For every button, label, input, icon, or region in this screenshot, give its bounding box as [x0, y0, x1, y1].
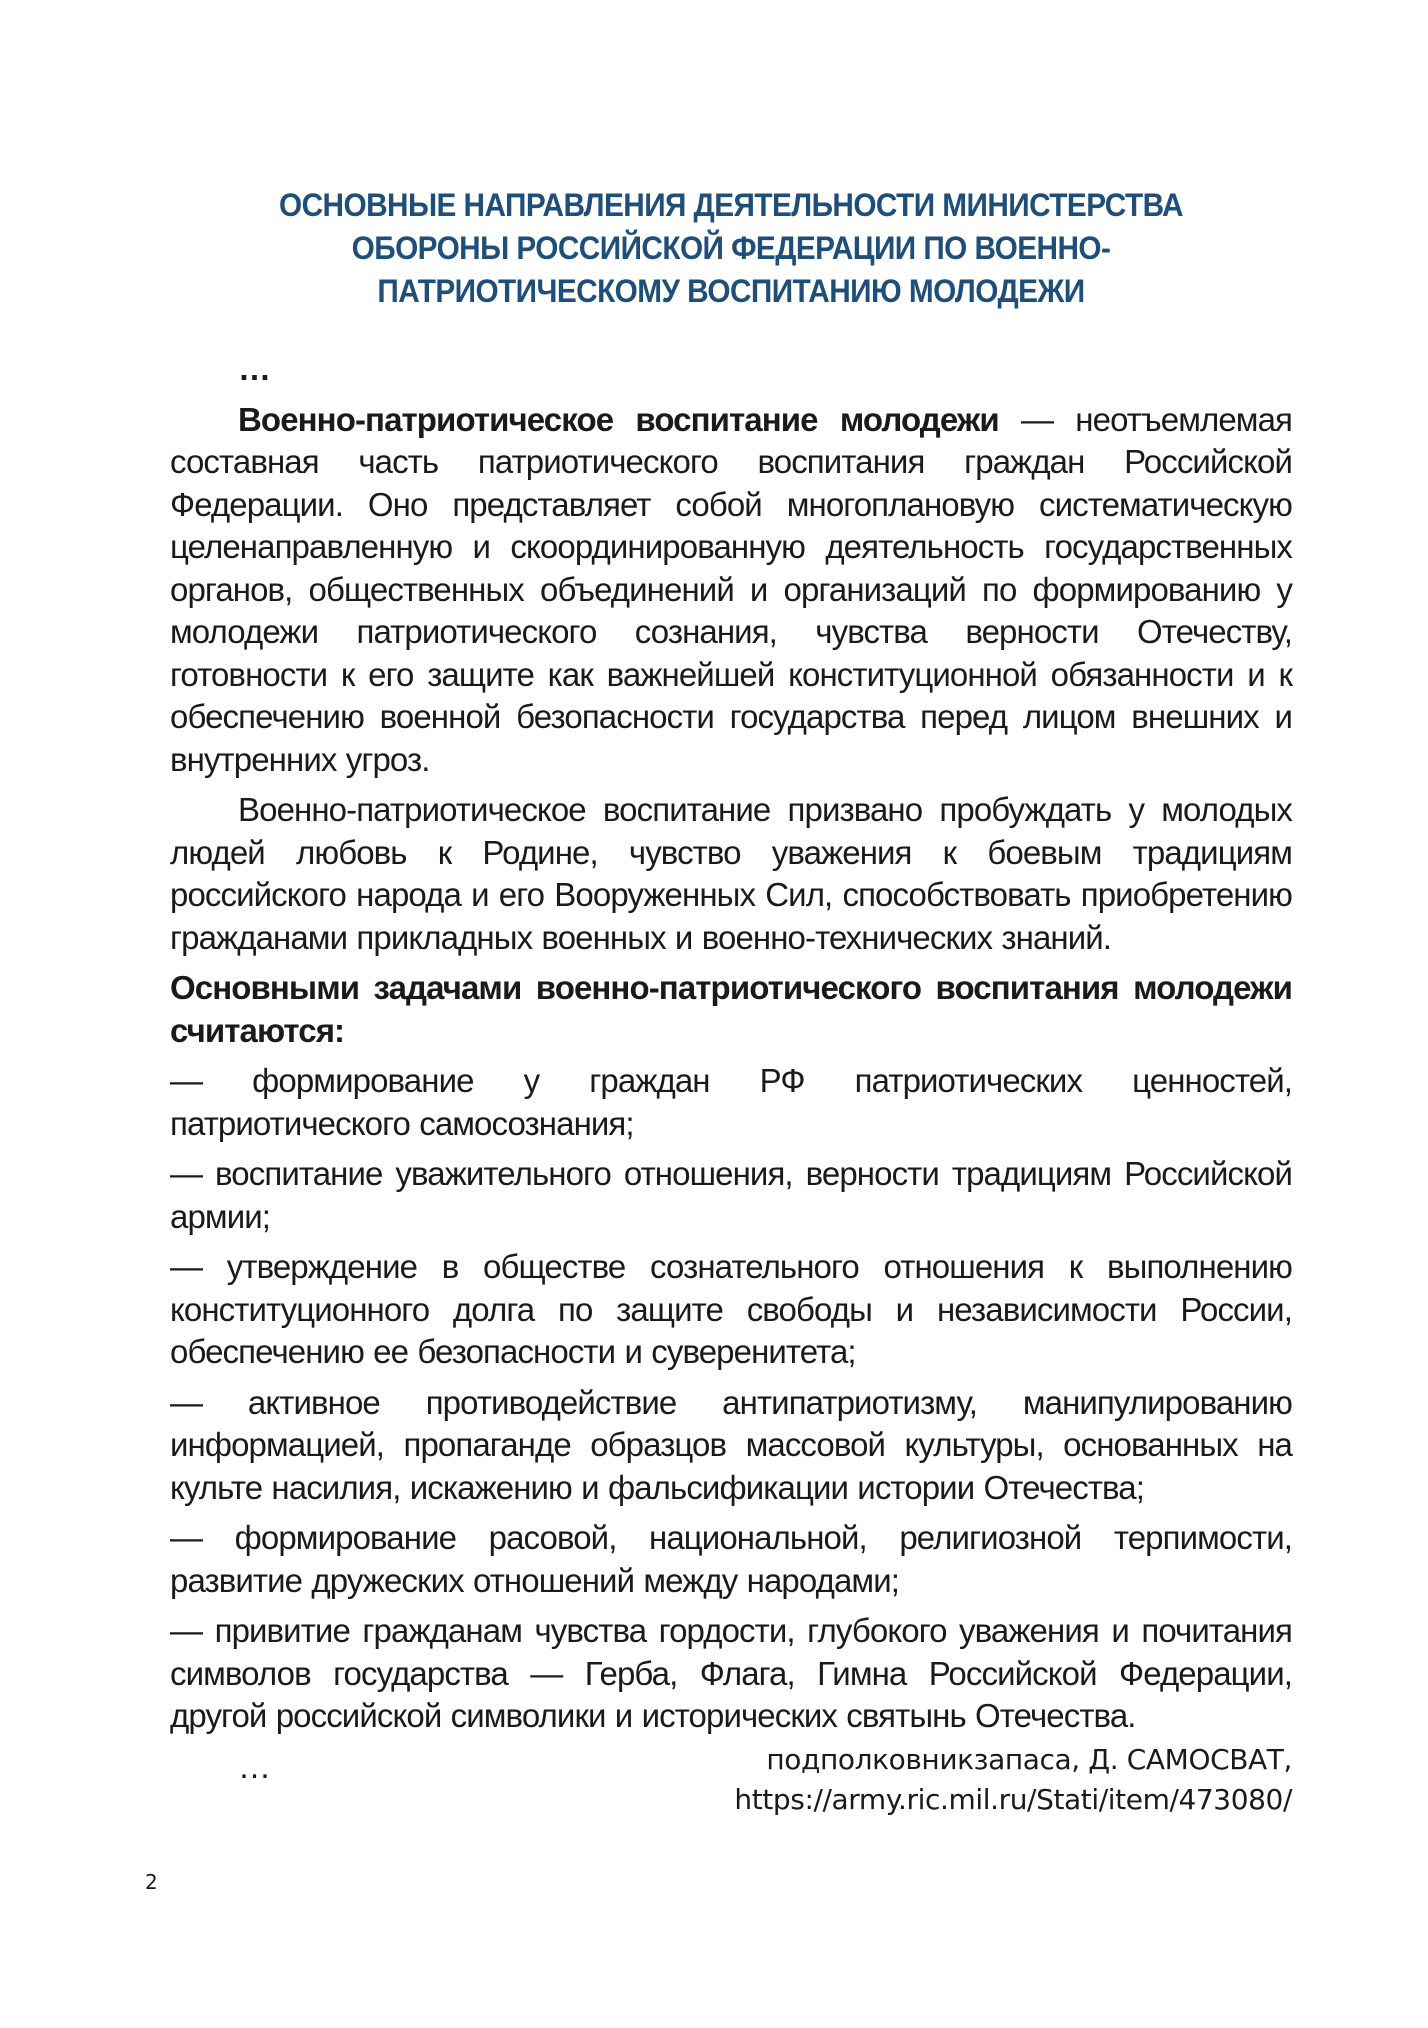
title-line-3: ПАТРИОТИЧЕСКОМУ ВОСПИТАНИЮ МОЛОДЕЖИ — [377, 273, 1085, 309]
title-line-2: ОБОРОНЫ РОССИЙСКОЙ ФЕДЕРАЦИИ ПО ВОЕННО- — [351, 230, 1111, 266]
source-link[interactable]: https://army.ric.mil.ru/Stati/item/473080/ — [734, 1783, 1292, 1816]
tasks-heading — [170, 967, 1292, 1052]
ellipsis-bottom: … — [238, 1747, 271, 1785]
definition-term: Военно-патриотическое воспитание молодежи — [238, 400, 999, 438]
task-item: — формирование расовой, национальной, религиозной терпимости, развитие дружеских отношений между народами; — [170, 1519, 1292, 1599]
task-item: — воспитание уважительного отношения, верности традициям Российской армии; — [170, 1155, 1292, 1235]
document-body — [170, 348, 1292, 1796]
definition-text: — неотъемлемая составная часть патриотического воспитания граждан Российской Федерации. Оно представляет собой многоплановую систематическую целенаправленную и скоординированную деятельность государственных органов, общественных объединений и организаций по формированию у молодежи патриотического сознания, чувства верности Отечеству, готовности к его защите как важнейшей конституционной обязанности и к обеспечению военной безопасности государства перед лицом внешних и внутренних угроз. — [170, 400, 1292, 778]
tasks-heading-text: Основными задачами военно-патриотического воспитания молодежи считаются: — [170, 969, 1292, 1049]
ellipsis-top: … — [238, 350, 271, 387]
task-item: — привитие гражданам чувства гордости, глубокого уважения и почитания символов государства — Герба, Флага, Гимна Российской Федерации, другой российской символики и исторических святынь Отечества. — [170, 1612, 1292, 1734]
task-item: — формирование у граждан РФ патриотических ценностей, патриотического самосознания; — [170, 1062, 1292, 1142]
paragraph-definition — [170, 399, 1292, 782]
page-number: 2 — [145, 1870, 158, 1894]
signature-block — [734, 1740, 1292, 1820]
task-item: — утверждение в обществе сознательного отношения к выполнению конституционного долга по защите свободы и независимости России, обеспечению ее безопасности и суверенитета; — [170, 1248, 1292, 1370]
page-title — [209, 184, 1252, 313]
signature-author: подполковникзапаса, Д. САМОСВАТ, — [766, 1743, 1292, 1776]
paragraph-purpose: Военно-патриотическое воспитание призвано пробуждать у молодых людей любовь к Родине, чувство уважения к боевым традициям российского народа и его Вооруженных Сил, способствовать приобретению гражданами прикладных военных и военно-технических знаний. — [170, 791, 1292, 956]
task-item: — активное противодействие антипатриотизму, манипулированию информацией, пропаганде образцов массовой культуры, основанных на культе насилия, искажению и фальсификации истории Отечества; — [170, 1383, 1292, 1506]
title-line-1: ОСНОВНЫЕ НАПРАВЛЕНИЯ ДЕЯТЕЛЬНОСТИ МИНИСТЕРСТВА — [279, 187, 1183, 223]
